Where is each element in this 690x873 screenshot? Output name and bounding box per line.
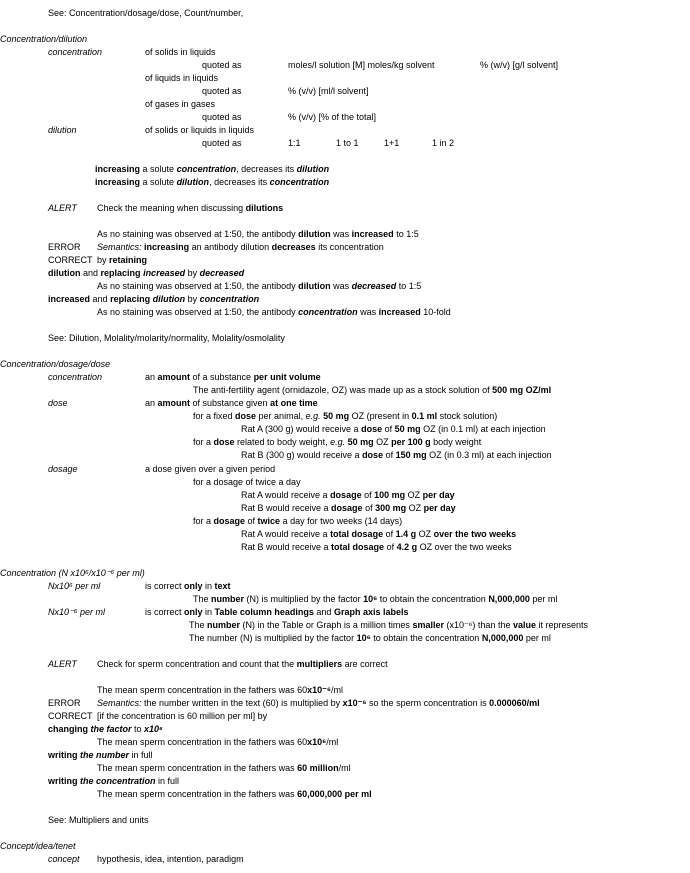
text-run: Nx10⁶ per ml <box>48 581 101 591</box>
text-run: As no staining was observed at 1:50, the antibody <box>97 307 299 317</box>
text-run: % (v/v) [ml/l solvent] <box>288 86 369 96</box>
text-run: of <box>382 424 395 434</box>
text-run: multipliers <box>296 659 343 669</box>
text-run: Nx10⁻⁶ per ml <box>48 607 106 617</box>
text-run: dilution <box>296 164 330 174</box>
text-run: Rat B would receive a <box>241 503 332 513</box>
text-run: in full <box>155 776 180 786</box>
text-run: 50 mg <box>394 424 421 434</box>
text-line <box>95 177 329 188</box>
text-run: it represents <box>535 620 589 630</box>
text-run: x10⁻⁶ <box>342 698 367 708</box>
text-run: the factor <box>90 724 132 734</box>
text-run: by <box>185 268 200 278</box>
text-run: of gases in gases <box>145 99 216 109</box>
text-run: % (w/v) [g/l solvent] <box>480 60 559 70</box>
text-line <box>48 294 259 305</box>
text-run: to obtain the concentration <box>377 594 489 604</box>
text-run: so the sperm concentration is <box>366 698 490 708</box>
text-run: Concentration/dilution <box>0 34 88 44</box>
text-run: dose <box>362 450 384 460</box>
text-run: [if the concentration is 60 million per ml] by <box>97 711 268 721</box>
text-line <box>48 815 149 826</box>
text-run: increasing <box>95 164 141 174</box>
text-run: in <box>202 581 215 591</box>
text-run: The <box>189 620 208 630</box>
text-run: writing <box>48 776 78 786</box>
text-line <box>202 86 242 97</box>
text-run: concentration <box>269 177 330 187</box>
text-run: of substance given <box>190 398 271 408</box>
text-run: increased <box>378 307 421 317</box>
text-run: See: Multipliers and units <box>48 815 149 825</box>
text-run: decreased <box>351 281 397 291</box>
text-run: moles/l solution [M] moles/kg solvent <box>288 60 435 70</box>
text-run: Check for sperm concentration and count that the <box>97 659 297 669</box>
text-line <box>97 763 351 774</box>
text-run: decreased <box>199 268 245 278</box>
text-line <box>48 268 244 279</box>
text-run: of liquids in liquids <box>145 73 219 83</box>
text-line <box>48 242 81 253</box>
text-run: Rat B would receive a <box>241 542 332 552</box>
text-run: dose <box>213 437 235 447</box>
text-line <box>241 424 546 435</box>
text-run: an antibody dilution <box>189 242 272 252</box>
text-run: to 1:5 <box>396 281 422 291</box>
text-run: the number <box>80 750 130 760</box>
text-line <box>241 542 512 553</box>
text-run: changing <box>48 724 88 734</box>
text-line <box>145 73 218 84</box>
text-run: amount <box>157 372 191 382</box>
text-run: 50 mg <box>323 411 350 421</box>
text-run: 1 to 1 <box>336 138 359 148</box>
text-line <box>193 477 301 488</box>
text-run: Table column headings <box>214 607 314 617</box>
section-heading <box>0 841 76 852</box>
text-run: retaining <box>109 255 148 265</box>
text-run: The <box>193 594 212 604</box>
text-run: CORRECT <box>48 255 93 265</box>
text-line <box>97 698 540 709</box>
text-run: N,000,000 <box>481 633 524 643</box>
text-run: in <box>202 607 215 617</box>
text-run: the number written in the text (60) is multiplied by <box>141 698 343 708</box>
text-line <box>48 8 243 19</box>
text-line <box>384 138 399 149</box>
text-run: 100 mg <box>374 490 406 500</box>
text-run: writing <box>48 750 78 760</box>
text-run: Rat A (300 g) would receive a <box>241 424 362 434</box>
text-line <box>202 112 242 123</box>
text-run: 1.4 g <box>395 529 417 539</box>
text-line <box>48 698 81 709</box>
text-line <box>97 854 244 865</box>
text-run: OZ <box>373 437 392 447</box>
text-run: See: Dilution, Molality/molarity/normality, Molality/osmolality <box>48 333 285 343</box>
text-run: Check the meaning when discussing <box>97 203 246 213</box>
text-run: OZ <box>405 490 423 500</box>
text-run: ERROR <box>48 242 81 252</box>
text-run: concentration <box>176 164 237 174</box>
term-label <box>48 125 77 136</box>
text-run: OZ <box>416 529 434 539</box>
text-line <box>48 203 77 214</box>
text-run: 1 in 2 <box>432 138 455 148</box>
text-run: for a fixed <box>193 411 236 421</box>
text-run: dilutions <box>245 203 284 213</box>
text-run: for a dosage of twice a day <box>193 477 301 487</box>
text-line <box>97 203 283 214</box>
term-label <box>48 581 100 592</box>
text-run: an <box>145 398 158 408</box>
text-run: 10⁶ <box>363 594 378 604</box>
text-run: at one time <box>270 398 318 408</box>
text-line <box>432 138 454 149</box>
text-line <box>145 398 318 409</box>
text-line <box>189 620 588 631</box>
text-run: increasing <box>95 177 141 187</box>
text-line <box>97 255 147 266</box>
text-run: smaller <box>412 620 444 630</box>
text-run: 0.000060/ml <box>489 698 540 708</box>
text-line <box>288 86 369 97</box>
text-run: number <box>211 594 245 604</box>
text-line <box>95 164 329 175</box>
text-run: total dosage <box>330 529 384 539</box>
text-run: 10⁶ <box>356 633 371 643</box>
text-line <box>48 255 93 266</box>
text-run: quoted as <box>202 86 242 96</box>
section-heading <box>0 34 87 45</box>
text-run: quoted as <box>202 112 242 122</box>
text-run: quoted as <box>202 138 242 148</box>
text-run: , decreases its <box>209 177 270 187</box>
text-run: twice <box>257 516 281 526</box>
text-run: to <box>131 724 145 734</box>
text-run: amount <box>157 398 191 408</box>
text-run: concept <box>48 854 80 864</box>
text-line <box>97 789 372 800</box>
text-run: stock solution) <box>437 411 498 421</box>
text-run: 500 mg OZ/ml <box>492 385 552 395</box>
text-line <box>97 711 267 722</box>
text-run: dosage <box>213 516 246 526</box>
text-run: only <box>184 581 203 591</box>
text-run: of <box>362 503 376 513</box>
text-run: for a <box>193 437 214 447</box>
text-line <box>97 685 343 696</box>
text-run: 10-fold <box>420 307 451 317</box>
text-run: of solids or liquids in liquids <box>145 125 255 135</box>
section-heading <box>0 359 110 370</box>
text-line <box>145 607 408 618</box>
text-line <box>241 450 552 461</box>
text-line <box>193 594 557 605</box>
text-line <box>145 125 254 136</box>
text-run: e.g. <box>305 411 321 421</box>
text-run: dose <box>235 411 257 421</box>
text-run: dilution <box>176 177 210 187</box>
text-run: (N) is multiplied by the factor <box>244 594 364 604</box>
text-run: ALERT <box>48 659 77 669</box>
text-run: dilution <box>48 125 77 135</box>
text-run: an <box>145 372 158 382</box>
text-run: Rat A would receive a <box>241 490 331 500</box>
text-run: e.g. <box>330 437 346 447</box>
text-run: 300 mg <box>375 503 407 513</box>
term-label <box>48 398 68 409</box>
text-run: As no staining was observed at 1:50, the antibody <box>97 281 299 291</box>
text-run: 0.1 ml <box>411 411 438 421</box>
text-run: for a <box>193 516 214 526</box>
text-run: and <box>80 268 101 278</box>
text-run: is correct <box>145 607 185 617</box>
text-line <box>193 437 481 448</box>
text-run: of solids in liquids <box>145 47 216 57</box>
text-line <box>97 737 338 748</box>
text-run: by <box>185 294 200 304</box>
text-line <box>97 281 421 292</box>
text-run: are correct <box>342 659 388 669</box>
text-run: was <box>357 307 379 317</box>
text-line <box>48 750 153 761</box>
text-run: a day for two weeks (14 days) <box>280 516 403 526</box>
text-run: dilution <box>152 294 186 304</box>
text-run: per ml <box>529 594 558 604</box>
text-run: total dosage <box>331 542 385 552</box>
text-run: As no staining was observed at 1:50, the antibody <box>97 229 299 239</box>
text-run: 50 mg <box>347 437 374 447</box>
text-line <box>336 138 359 149</box>
text-run: and <box>90 294 111 304</box>
text-run: Concentration (N x10⁶/x10⁻⁶ per ml) <box>0 568 145 578</box>
term-label <box>48 372 102 383</box>
text-run: (x10⁻⁶) than the <box>443 620 513 630</box>
text-line <box>241 529 516 540</box>
text-run: was <box>330 229 352 239</box>
text-line <box>97 229 419 240</box>
text-run: Graph axis labels <box>333 607 409 617</box>
text-run: per unit volume <box>253 372 321 382</box>
text-run: increased <box>351 229 394 239</box>
text-run: the concentration <box>80 776 156 786</box>
text-run: OZ <box>406 503 424 513</box>
text-run: See: Concentration/dosage/dose, Count/number, <box>48 8 244 18</box>
text-run: concentration <box>48 372 103 382</box>
text-run: /ml <box>338 763 351 773</box>
text-run: was <box>330 281 352 291</box>
text-run: decreases <box>271 242 316 252</box>
text-line <box>241 503 456 514</box>
text-line <box>97 242 384 253</box>
text-run: The mean sperm concentration in the fathers was <box>97 789 298 799</box>
text-run: replacing <box>110 294 151 304</box>
text-run: OZ over the two weeks <box>417 542 512 552</box>
text-run: CORRECT <box>48 711 93 721</box>
text-run: dosage <box>48 464 78 474</box>
text-run: in full <box>129 750 153 760</box>
text-run: value <box>512 620 536 630</box>
text-run: related to body weight, <box>234 437 331 447</box>
text-run: dosage <box>330 490 362 500</box>
text-run: quoted as <box>202 60 242 70</box>
text-run: per animal, <box>256 411 306 421</box>
text-run: of a substance <box>190 372 254 382</box>
text-run: replacing <box>100 268 141 278</box>
text-run: a dose given over a given period <box>145 464 276 474</box>
text-line <box>288 112 376 123</box>
text-run: by <box>97 255 110 265</box>
text-run: and <box>313 607 334 617</box>
text-run: text <box>214 581 231 591</box>
text-run: Concentration/dosage/dose <box>0 359 111 369</box>
text-run: /ml <box>326 737 339 747</box>
text-line <box>48 776 179 787</box>
text-run: The mean sperm concentration in the fathers was <box>97 763 298 773</box>
text-line <box>97 307 451 318</box>
term-label <box>48 607 105 618</box>
text-run: Semantics: <box>97 698 142 708</box>
text-line <box>480 60 558 71</box>
text-run: increased <box>143 268 186 278</box>
text-run: a solute <box>140 164 177 174</box>
text-run: dilution <box>298 229 331 239</box>
text-line <box>202 138 242 149</box>
term-label <box>48 47 102 58</box>
text-line <box>48 724 163 735</box>
text-run: is correct <box>145 581 185 591</box>
text-run: 60,000,000 per ml <box>297 789 372 799</box>
text-run: 1:1 <box>288 138 301 148</box>
term-label <box>48 464 78 475</box>
text-run: x10⁶ <box>144 724 163 734</box>
text-run: (N) in the Table or Graph is a million times <box>240 620 413 630</box>
text-run: concentration <box>199 294 260 304</box>
text-run: body weight <box>430 437 482 447</box>
text-line <box>48 333 285 344</box>
text-line <box>145 581 231 592</box>
text-run: dilution <box>298 281 331 291</box>
text-run: The anti-fertility agent (ornidazole, OZ) was made up as a stock solution of <box>193 385 493 395</box>
text-run: over the two weeks <box>433 529 517 539</box>
text-run: The mean sperm concentration in the fathers was 60 <box>97 685 308 695</box>
text-run: concentration <box>298 307 358 317</box>
text-line <box>145 464 275 475</box>
text-run: hypothesis, idea, intention, paradigm <box>97 854 244 864</box>
text-line <box>48 659 77 670</box>
text-run: Rat A would receive a <box>241 529 331 539</box>
text-run: ERROR <box>48 698 81 708</box>
text-line <box>202 60 242 71</box>
text-run: dilution <box>48 268 81 278</box>
text-run: only <box>184 607 203 617</box>
text-run: increasing <box>144 242 190 252</box>
text-run: dose <box>48 398 68 408</box>
text-run: its concentration <box>315 242 384 252</box>
text-run: of <box>361 490 375 500</box>
text-line <box>288 138 301 149</box>
text-run: x10⁻⁶ <box>307 685 332 695</box>
text-run: The mean sperm concentration in the fathers was 60 <box>97 737 308 747</box>
text-run: to 1:5 <box>393 229 419 239</box>
text-line <box>288 60 435 71</box>
text-run: N,000,000 <box>488 594 530 604</box>
text-run: to obtain the concentration <box>370 633 482 643</box>
text-run: 4.2 g <box>396 542 418 552</box>
text-run: 150 mg <box>395 450 427 460</box>
text-line <box>193 516 402 527</box>
text-line <box>241 490 455 501</box>
text-line <box>193 411 497 422</box>
text-run: % (v/v) [% of the total] <box>288 112 377 122</box>
text-run: , decreases its <box>236 164 297 174</box>
text-line <box>48 711 93 722</box>
text-line <box>145 47 216 58</box>
text-run: per day <box>423 503 456 513</box>
text-run: The number (N) is multiplied by the factor <box>189 633 357 643</box>
text-run: of <box>384 542 397 552</box>
text-run: ALERT <box>48 203 77 213</box>
text-run: Semantics: <box>97 242 142 252</box>
text-run: dosage <box>331 503 363 513</box>
text-run: of <box>245 516 258 526</box>
text-line <box>145 372 321 383</box>
text-run: OZ (present in <box>349 411 412 421</box>
text-run: of <box>383 450 396 460</box>
text-run: concentration <box>48 47 103 57</box>
text-line <box>97 659 388 670</box>
text-line <box>145 99 215 110</box>
text-run: 1+1 <box>384 138 400 148</box>
text-run: of <box>383 529 396 539</box>
text-run: Rat B (300 g) would receive a <box>241 450 363 460</box>
text-run: per day <box>422 490 455 500</box>
text-run: OZ (in 0.3 ml) at each injection <box>426 450 552 460</box>
text-run: 60 million <box>297 763 339 773</box>
section-heading <box>0 568 145 579</box>
text-run: x10⁶ <box>307 737 327 747</box>
text-run: per ml <box>523 633 551 643</box>
text-run: per 100 g <box>391 437 431 447</box>
text-run: OZ (in 0.1 ml) at each injection <box>420 424 546 434</box>
text-run: increased <box>48 294 91 304</box>
text-run: /ml <box>331 685 344 695</box>
term-label <box>48 854 80 865</box>
text-line <box>189 633 551 644</box>
text-run: number <box>207 620 241 630</box>
text-run: Concept/idea/tenet <box>0 841 76 851</box>
text-run: a solute <box>140 177 177 187</box>
text-line <box>193 385 551 396</box>
text-run: dose <box>361 424 383 434</box>
